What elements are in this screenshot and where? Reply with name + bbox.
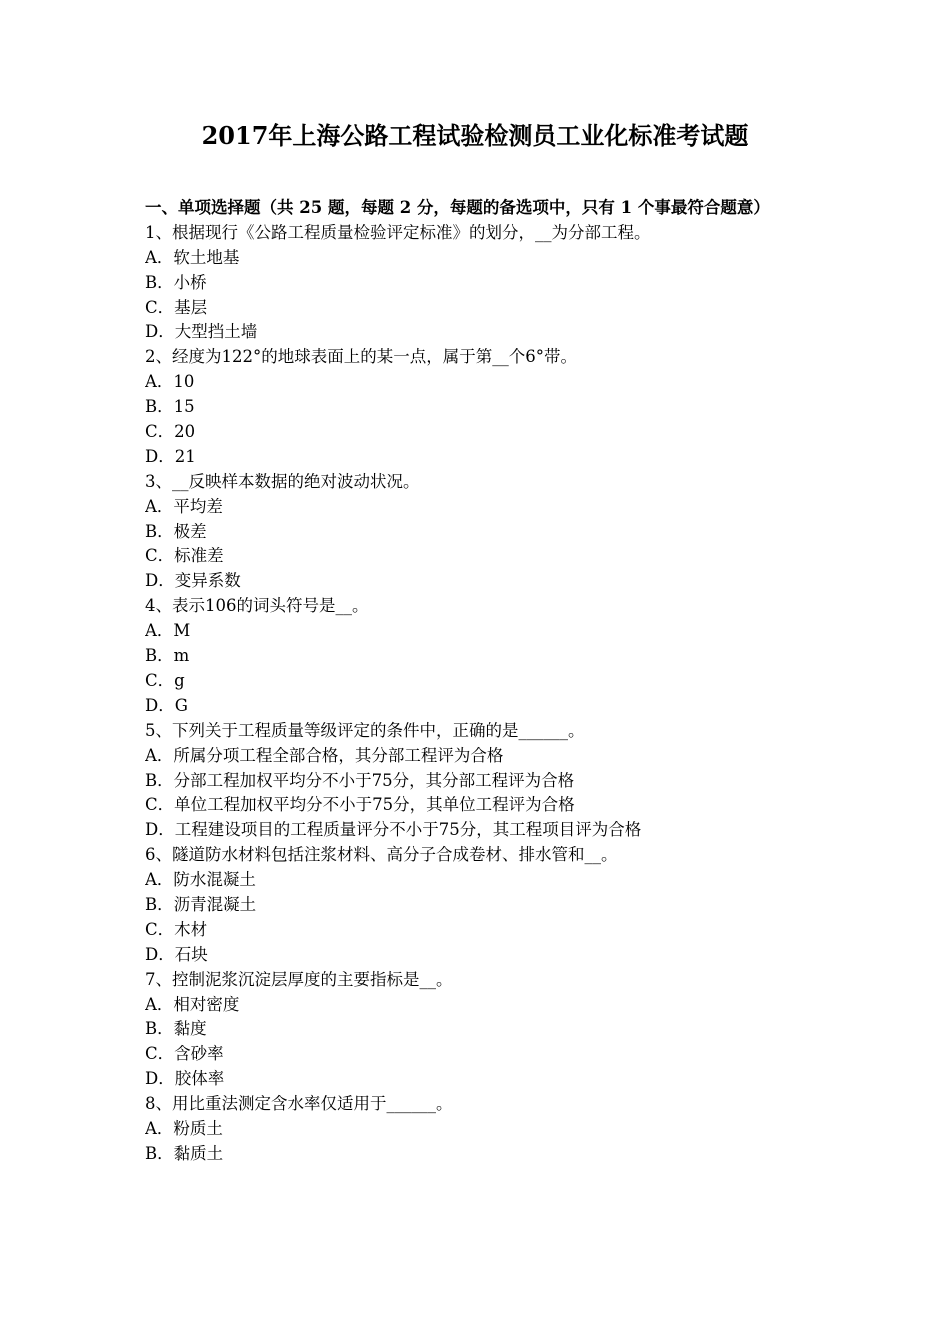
question-8 — [145, 1092, 815, 1167]
option-b: B．黏质土 — [145, 1143, 224, 1163]
question-stem: 4、表示106的词头符号是__。 — [145, 596, 369, 616]
option-a: A．粉质土 — [145, 1118, 223, 1138]
option-a: A．10 — [145, 372, 195, 392]
option-b: B．15 — [145, 397, 195, 417]
question-2 — [145, 345, 815, 469]
question-4 — [145, 594, 815, 718]
option-a: A．相对密度 — [145, 994, 240, 1014]
option-a: A．平均差 — [145, 496, 223, 516]
option-c: C．基层 — [145, 297, 208, 317]
option-a: A．所属分项工程全部合格，其分部工程评为合格 — [145, 745, 504, 765]
question-6 — [145, 843, 815, 967]
document-title: 2017年上海公路工程试验检测员工业化标准考试题 — [201, 121, 749, 150]
option-a: A．防水混凝土 — [145, 870, 256, 890]
option-b: B．沥青混凝土 — [145, 894, 257, 914]
option-d: D．21 — [145, 446, 196, 466]
option-b: B．极差 — [145, 521, 207, 541]
question-1 — [145, 221, 815, 345]
option-d: D．G — [145, 695, 188, 715]
question-stem: 3、__反映样本数据的绝对波动状况。 — [145, 471, 420, 491]
question-stem: 8、用比重法测定含水率仅适用于______。 — [145, 1094, 453, 1114]
option-b: B．分部工程加权平均分不小于75分，其分部工程评为合格 — [145, 770, 575, 790]
question-stem: 5、下列关于工程质量等级评定的条件中，正确的是______。 — [145, 720, 585, 740]
question-stem: 1、根据现行《公路工程质量检验评定标准》的划分，__为分部工程。 — [145, 222, 651, 242]
option-d: D．变异系数 — [145, 571, 241, 591]
question-stem: 7、控制泥浆沉淀层厚度的主要指标是__。 — [145, 969, 453, 989]
option-d: D．石块 — [145, 944, 208, 964]
option-d: D．工程建设项目的工程质量评分不小于75分，其工程项目评为合格 — [145, 820, 642, 840]
section-heading: 一、单项选择题（共 25 题，每题 2 分，每题的备选项中，只有 1 个事最符合题意） — [145, 198, 770, 217]
option-b: B．小桥 — [145, 272, 207, 292]
option-c: C．木材 — [145, 919, 208, 939]
option-b: B．黏度 — [145, 1019, 207, 1039]
option-a: A．M — [145, 621, 191, 641]
option-c: C．20 — [145, 422, 196, 442]
option-c: C．标准差 — [145, 546, 224, 566]
question-7 — [145, 968, 815, 1092]
question-5 — [145, 719, 815, 843]
question-stem: 2、经度为122°的地球表面上的某一点，属于第__个6°带。 — [145, 347, 577, 367]
option-b: B．m — [145, 646, 190, 666]
document-content — [145, 196, 815, 1167]
option-c: C．含砂率 — [145, 1044, 224, 1064]
option-c: C．单位工程加权平均分不小于75分，其单位工程评为合格 — [145, 795, 575, 815]
question-3 — [145, 470, 815, 594]
option-d: D．胶体率 — [145, 1069, 225, 1089]
option-d: D．大型挡土墙 — [145, 322, 258, 342]
option-a: A．软土地基 — [145, 247, 240, 267]
question-stem: 6、隧道防水材料包括注浆材料、高分子合成卷材、排水管和__。 — [145, 845, 618, 865]
option-c: C．g — [145, 670, 185, 690]
